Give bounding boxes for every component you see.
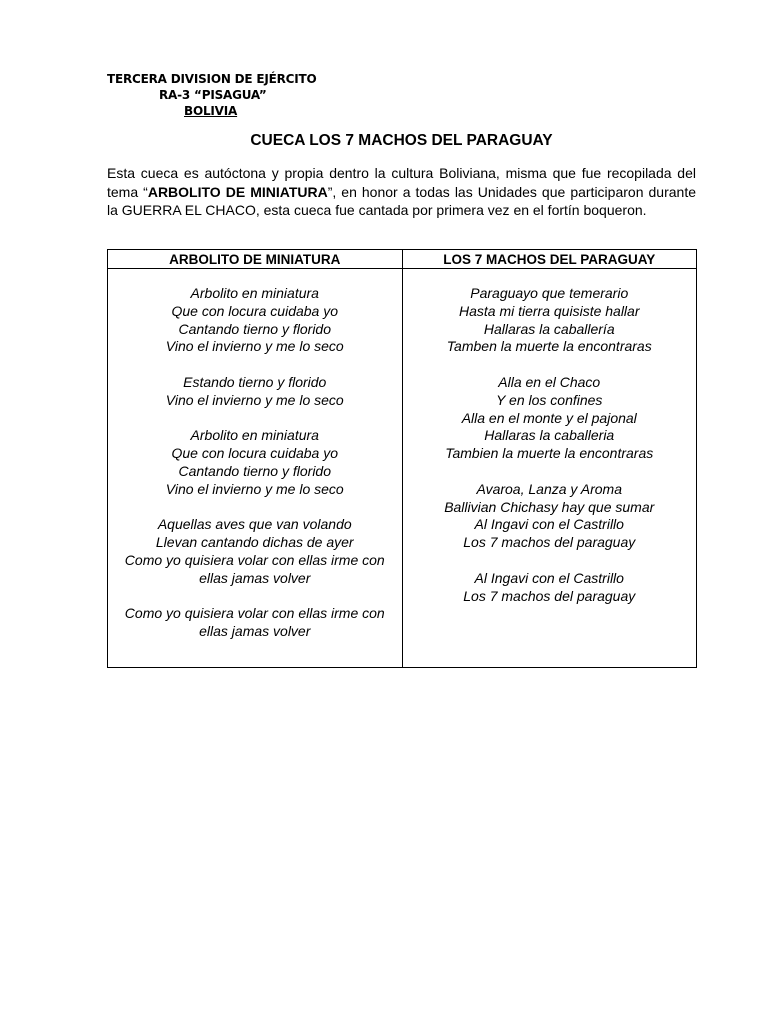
lyrics-stanza [108,516,402,587]
lyrics-line: Al Ingavi con el Castrillo [474,569,624,586]
lyrics-table [107,249,697,668]
left-column-header: ARBOLITO DE MINIATURA [108,250,403,269]
lyrics-line: Y en los confines [496,391,603,408]
lyrics-line: Vino el invierno y me lo seco [165,338,344,355]
lyrics-stanza [403,285,697,356]
lyrics-line: Que con locura cuidaba yo [171,445,339,462]
lyrics-stanza [108,427,402,498]
intro-paragraph [107,164,696,220]
lyrics-stanza [108,605,402,641]
lyrics-line: Como yo quisiera volar con ellas irme con [124,605,385,622]
lyrics-stanza [108,374,402,410]
lyrics-line: Los 7 machos del paraguay [463,534,636,551]
lyrics-line: Cantando tierno y florido [178,320,332,337]
lyrics-line: Tambien la muerte la encontraras [445,445,654,462]
lyrics-line: Vino el invierno y me lo seco [165,391,344,408]
intro-text-start: Esta cueca es autóctona y propia dentro la cultura Boliviana, misma que fue recopilada del tema “ [107,165,696,200]
lyrics-line: Al Ingavi con el Castrillo [474,516,624,533]
document-title: CUECA LOS 7 MACHOS DEL PARAGUAY [250,132,553,149]
lyrics-line: Hallaras la caballeria [484,427,615,444]
intro-song-name: ARBOLITO DE MINIATURA [147,183,328,200]
lyrics-line: Hasta mi tierra quisiste hallar [458,302,640,319]
letterhead-regiment: RA-3 “PISAGUA” [159,88,267,102]
letterhead-division: TERCERA DIVISION DE EJÉRCITO [107,72,317,86]
lyrics-line: Arbolito en miniatura [190,427,319,444]
right-column-header: LOS 7 MACHOS DEL PARAGUAY [402,250,697,269]
left-lyrics-column [108,269,403,668]
lyrics-line: Avaroa, Lanza y Aroma [476,480,623,497]
lyrics-line: Alla en el Chaco [498,373,601,390]
lyrics-stanza [403,570,697,606]
lyrics-line: Como yo quisiera volar con ellas irme con [124,551,385,568]
lyrics-line: Tamben la muerte la encontraras [446,338,652,355]
lyrics-line: Alla en el monte y el pajonal [461,409,637,426]
lyrics-line: Hallaras la caballería [483,320,615,337]
lyrics-stanza [403,481,697,552]
lyrics-line: Aquellas aves que van volando [157,516,352,533]
lyrics-line: ellas jamas volver [199,623,311,640]
lyrics-line: Vino el invierno y me lo seco [165,480,344,497]
lyrics-line: Ballivian Chichasy hay que sumar [444,498,655,515]
lyrics-line: Cantando tierno y florido [178,462,332,479]
lyrics-table-header-row [108,250,697,269]
lyrics-line: Que con locura cuidaba yo [171,302,339,319]
letterhead-country: BOLIVIA [184,104,238,118]
lyrics-line: Arbolito en miniatura [190,285,319,301]
lyrics-line: Los 7 machos del paraguay [463,587,636,604]
lyrics-line: Estando tierno y florido [183,373,327,390]
lyrics-table-body-row [108,269,697,668]
lyrics-stanza [108,285,402,356]
right-lyrics-column [402,269,697,668]
lyrics-stanza [403,374,697,463]
intro-text-end: ”, en honor a todas las Unidades que participaron durante la GUERRA EL CHACO, esta cueca fue cantada por primera vez en el fortín boqueron. [107,183,696,218]
lyrics-line: Llevan cantando dichas de ayer [155,534,354,551]
letterhead [107,71,317,119]
lyrics-line: ellas jamas volver [199,569,311,586]
lyrics-line: Paraguayo que temerario [470,285,629,301]
